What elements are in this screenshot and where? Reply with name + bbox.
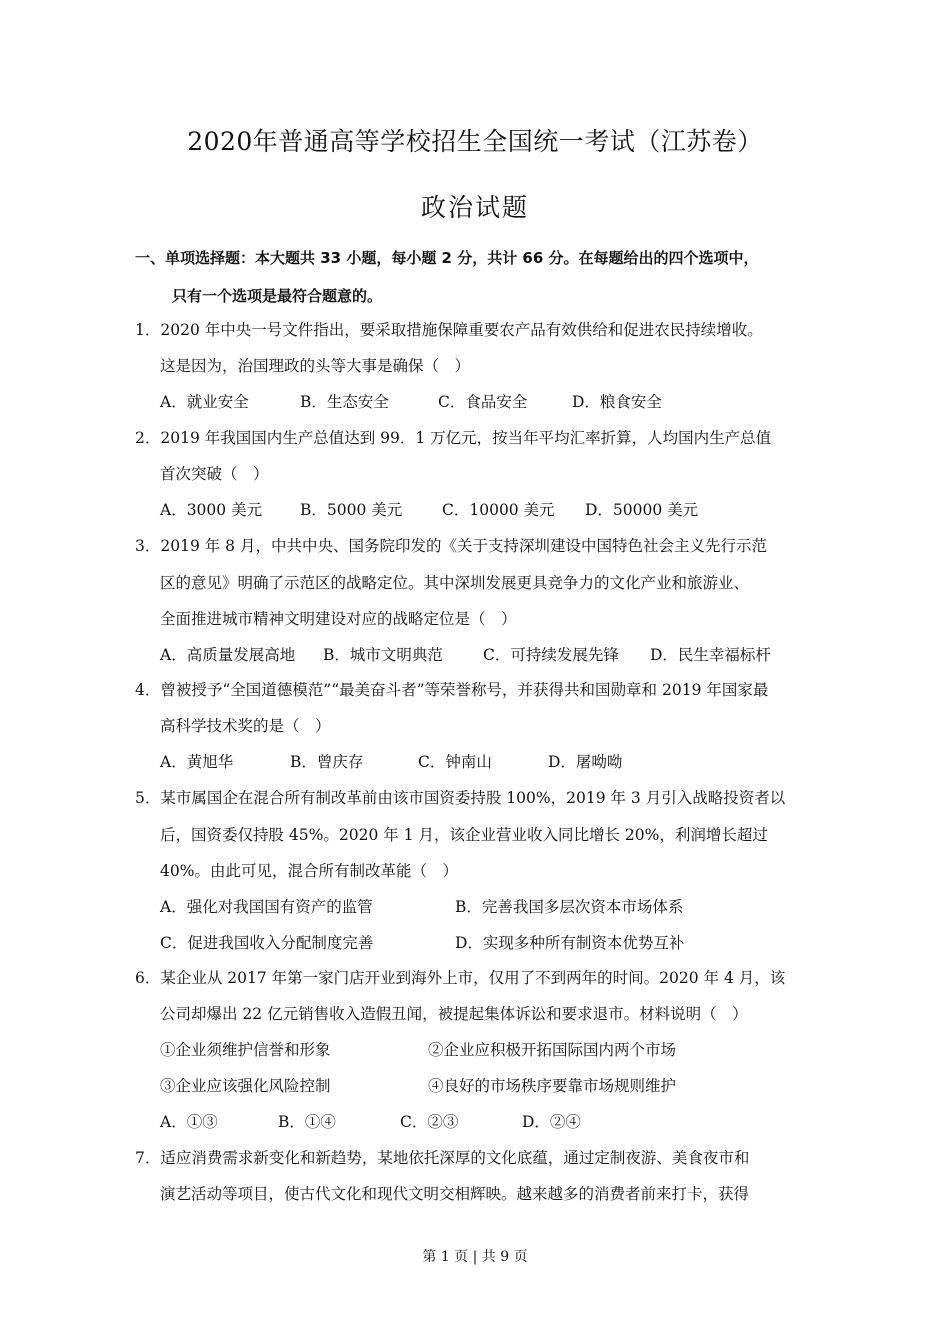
question-line: 区的意见》明确了示范区的战略定位。其中深圳发展更具竞争力的文化产业和旅游业、 (160, 574, 750, 592)
section-heading-cont: 只有一个选项是最符合题意的。 (172, 287, 383, 305)
statement: ①企业须维护信誉和形象 (160, 1041, 331, 1059)
option: C．食品安全 (438, 393, 528, 411)
option: C．可持续发展先锋 (483, 646, 619, 664)
option: B．5000 美元 (300, 501, 403, 519)
option: A．强化对我国国有资产的监管 (160, 898, 373, 916)
question-line: 5．某市属国企在混合所有制改革前由该市国资委持股 100%，2019 年 3 月引入战略投资者以 (135, 789, 786, 807)
page-footer: 第 1 页 | 共 9 页 (422, 1249, 528, 1265)
statement: ②企业应积极开拓国际国内两个市场 (428, 1041, 677, 1059)
option: A．①③ (160, 1113, 218, 1131)
section-heading: 一、单项选择题：本大题共 33 小题，每小题 2 分，共计 66 分。在每题给出的四个选项中， (135, 249, 759, 267)
option: B．城市文明典范 (323, 646, 443, 664)
question-line: 1．2020 年中央一号文件指出，要采取措施保障重要农产品有效供给和促进农民持续增收。 (135, 321, 763, 339)
question-line: 40%。由此可见，混合所有制改革能（ ） (160, 862, 458, 880)
option: C．②③ (400, 1113, 459, 1131)
option: A．就业安全 (160, 393, 249, 411)
option: D．实现多种所有制资本优势互补 (455, 934, 685, 952)
question-line: 4．曾被授予“全国道德模范”“最美奋斗者”等荣誉称号，并获得共和国勋章和 2019 年国家最 (135, 681, 769, 699)
option: C．10000 美元 (442, 501, 555, 519)
exam-subtitle: 政治试题 (420, 193, 529, 222)
option: D．粮食安全 (572, 393, 662, 411)
option: A．高质量发展高地 (160, 646, 296, 664)
question-line: 全面推进城市精神文明建设对应的战略定位是（ ） (160, 610, 517, 628)
question-line: 6．某企业从 2017 年第一家门店开业到海外上市，仅用了不到两年的时间。2020 年 4 月，该 (135, 969, 786, 987)
option: A．黄旭华 (160, 753, 234, 771)
question-line: 7．适应消费需求新变化和新趋势，某地依托深厚的文化底蕴，通过定制夜游、美食夜市和 (135, 1149, 750, 1167)
option: B．曾庆存 (290, 753, 364, 771)
option: D．屠呦呦 (548, 753, 623, 771)
option: C．钟南山 (418, 753, 492, 771)
statement: ④良好的市场秩序要靠市场规则维护 (428, 1077, 677, 1095)
exam-title: 2020年普通高等学校招生全国统一考试（江苏卷） (187, 127, 763, 156)
option: B．完善我国多层次资本市场体系 (455, 898, 684, 916)
option: A．3000 美元 (160, 501, 263, 519)
question-line: 公司却爆出 22 亿元销售收入造假丑闻，被提起集体诉讼和要求退市。材料说明（ ） (160, 1005, 748, 1023)
question-line: 后，国资委仅持股 45%。2020 年 1 月，该企业营业收入同比增长 20%，利润增长超过 (160, 826, 768, 844)
question-line: 演艺活动等项目，使古代文化和现代文明交相辉映。越来越多的消费者前来打卡，获得 (160, 1185, 750, 1203)
question-line: 3．2019 年 8 月，中共中央、国务院印发的《关于支持深圳建设中国特色社会主义先行示范 (135, 537, 767, 555)
option: D．民生幸福标杆 (650, 646, 771, 664)
option: D．50000 美元 (585, 501, 699, 519)
question-line: 高科学技术奖的是（ ） (160, 717, 331, 735)
question-line: 这是因为，治国理政的头等大事是确保（ ） (160, 357, 471, 375)
question-line: 2．2019 年我国国内生产总值达到 99．1 万亿元，按当年平均汇率折算，人均国内生产总值 (135, 429, 772, 447)
option: C．促进我国收入分配制度完善 (160, 934, 374, 952)
question-line: 首次突破（ ） (160, 465, 269, 483)
option: B．①④ (278, 1113, 336, 1131)
option: D．②④ (522, 1113, 581, 1131)
option: B．生态安全 (300, 393, 389, 411)
statement: ③企业应该强化风险控制 (160, 1077, 331, 1095)
